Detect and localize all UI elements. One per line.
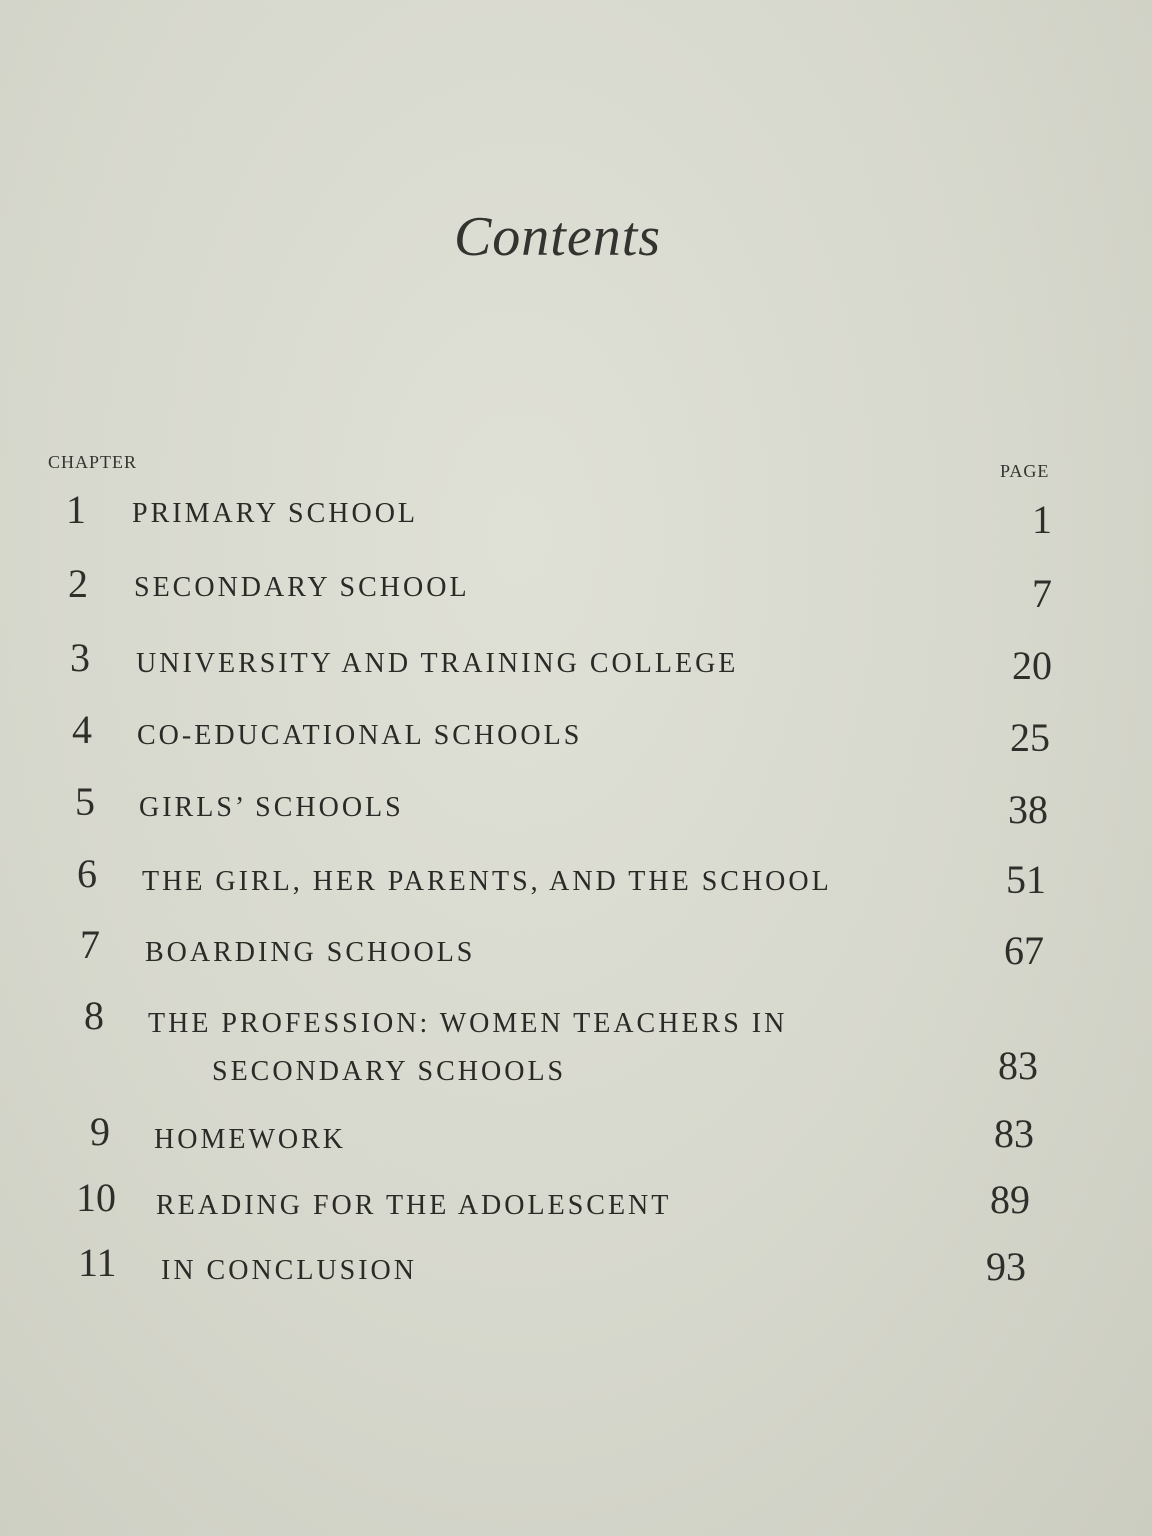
chapter-title-continued: SECONDARY SCHOOLS (212, 1056, 567, 1087)
chapter-title: GIRLS’ SCHOOLS (139, 792, 404, 823)
chapter-number: 3 (70, 635, 90, 680)
toc-entry (0, 487, 1152, 550)
page-number: 25 (1010, 715, 1050, 760)
toc-entry (0, 993, 1152, 1096)
chapter-number: 8 (84, 993, 104, 1038)
page-number: 51 (1006, 857, 1046, 902)
page-number: 93 (986, 1244, 1026, 1289)
chapter-number: 11 (78, 1240, 117, 1285)
toc-entry (0, 707, 1152, 770)
page-number: 83 (994, 1111, 1034, 1156)
chapter-title: READING FOR THE ADOLESCENT (156, 1190, 672, 1221)
page-number: 67 (1004, 928, 1044, 973)
toc-entry (0, 779, 1152, 842)
toc-entry (0, 851, 1152, 914)
page-number: 83 (998, 1043, 1038, 1088)
chapter-title: THE GIRL, HER PARENTS, AND THE SCHOOL (142, 866, 832, 897)
chapter-title: HOMEWORK (154, 1124, 346, 1155)
page-number: 20 (1012, 643, 1052, 688)
chapter-number: 6 (77, 851, 97, 896)
chapter-title: SECONDARY SCHOOL (134, 572, 470, 603)
toc-entry (0, 1109, 1152, 1172)
page-number: 89 (990, 1177, 1030, 1222)
chapter-title: IN CONCLUSION (161, 1255, 417, 1286)
page-title: Contents (453, 206, 662, 268)
chapter-number: 4 (72, 707, 92, 752)
page-number: 7 (1032, 571, 1052, 616)
toc-entry (0, 1240, 1152, 1303)
chapter-title: CO-EDUCATIONAL SCHOOLS (137, 720, 583, 751)
chapter-title: THE PROFESSION: WOMEN TEACHERS IN (148, 1008, 788, 1039)
chapter-number: 7 (80, 922, 100, 967)
toc-entry (0, 635, 1152, 698)
chapter-title: BOARDING SCHOOLS (145, 937, 476, 968)
chapter-number: 10 (76, 1175, 116, 1220)
page-column-header: PAGE (1000, 461, 1050, 481)
page-number: 1 (1032, 497, 1052, 542)
toc-entry (0, 561, 1152, 624)
toc-entry (0, 922, 1152, 985)
chapter-title: UNIVERSITY AND TRAINING COLLEGE (136, 648, 739, 679)
chapter-title: PRIMARY SCHOOL (132, 498, 419, 529)
page-number: 38 (1008, 787, 1048, 832)
chapter-number: 1 (66, 487, 86, 532)
toc-entry (0, 1175, 1152, 1238)
chapter-number: 9 (90, 1109, 110, 1154)
chapter-column-header: CHAPTER (48, 452, 138, 472)
chapter-number: 5 (75, 779, 95, 824)
chapter-number: 2 (68, 561, 88, 606)
